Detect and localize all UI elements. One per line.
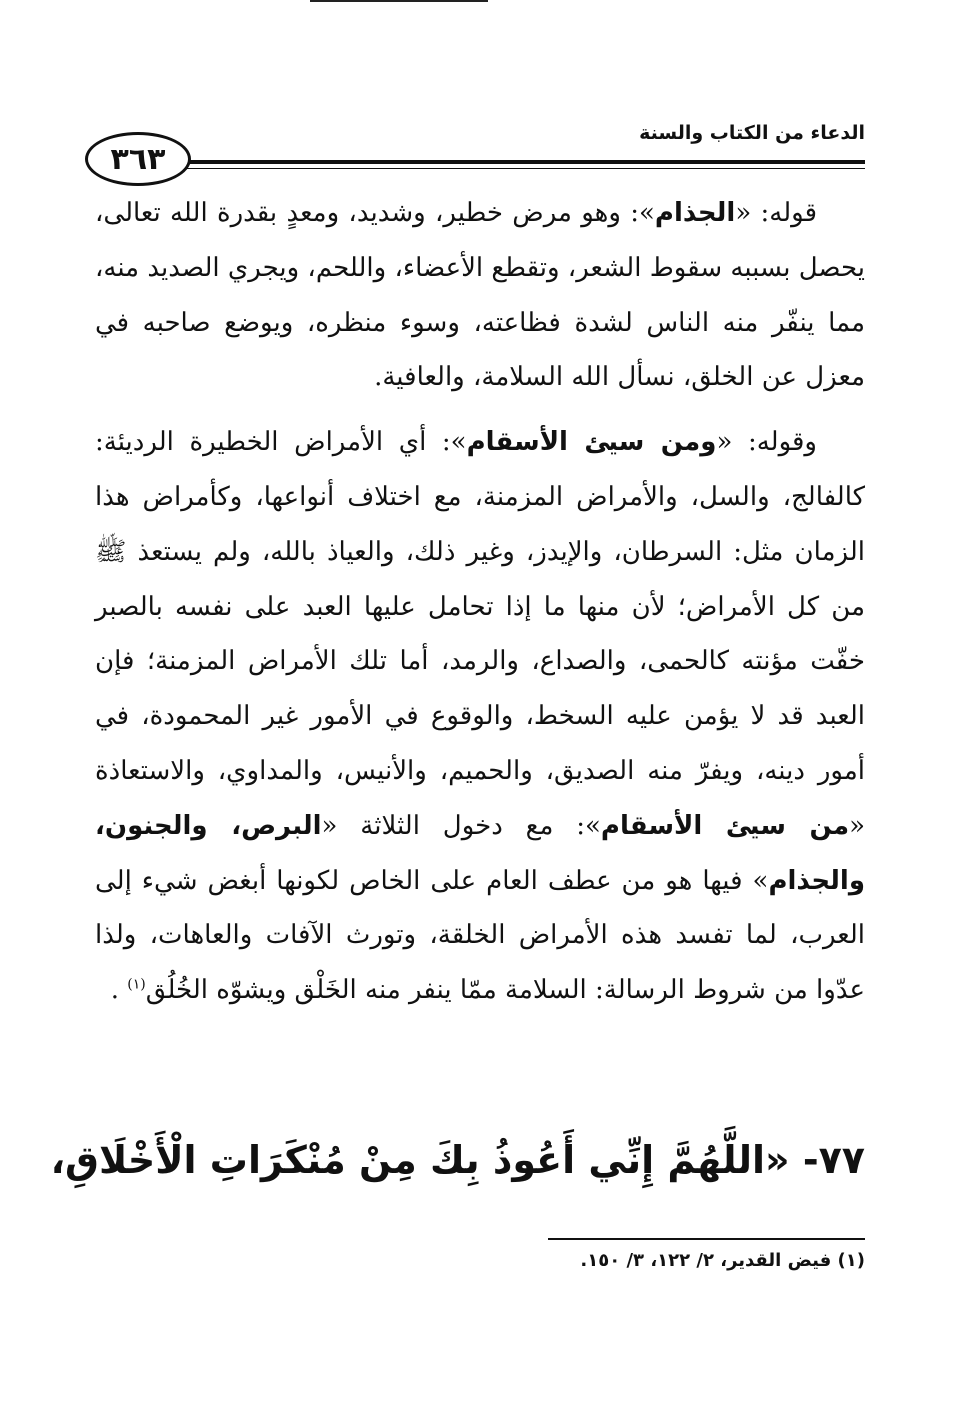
- paragraph-lead: وقوله: «: [716, 427, 817, 458]
- defined-term: ومن سيئ الأسقام: [466, 427, 717, 458]
- page-header: [85, 110, 865, 190]
- paragraph-end: .: [110, 975, 128, 1006]
- supplication-heading: ٧٧- «اللَّهُمَّ إِنِّي أَعُوذُ بِكَ مِنْ مُنْكَرَاتِ الْأَخْلَاقِ،: [50, 1138, 865, 1182]
- main-text: [95, 186, 865, 1018]
- paragraph-bad-diseases: [95, 415, 865, 1018]
- header-rule: [181, 160, 865, 164]
- header-rule-thin: [181, 168, 865, 169]
- paragraph-body: » فيها هو من عطف العام على الخاص لكونها أبغض شيء إلى العرب، لما تفسد هذه الأمراض الخلقة، وتورث الآفات والعاهات، ولذا عدّوا من شروط الرسالة: السلامة ممّا ينفر منه الخَلْق ويشوّه الخُلُق: [95, 865, 865, 1006]
- page-number: ٣٦٣: [85, 132, 191, 186]
- paragraph-body: »: مع دخول الثلاثة «: [321, 810, 601, 841]
- top-edge-rule: [310, 0, 488, 2]
- paragraph-body: »: وهو مرض خطير، وشديد، ومعدٍ بقدرة الله تعالى، يحصل بسببه سقوط الشعر، وتقطع الأعضاء، واللحم، ويجري الصديد منه، مما ينفّر منه الناس لشدة فظاعته، وسوء منظره، ويوضع صاحبه في معزل عن الخلق، نسأل الله السلامة، والعافية.: [95, 198, 865, 393]
- quoted-term: من سيئ الأسقام: [600, 810, 850, 841]
- footnote: (١) فيض القدير، ٢/ ١٢٢، ٣/ ١٥٠.: [580, 1250, 865, 1271]
- defined-term: الجذام: [654, 198, 736, 228]
- paragraph-leprosy: [95, 186, 865, 405]
- paragraph-lead: قوله: «: [735, 198, 818, 228]
- footnote-reference: (١): [127, 976, 146, 993]
- paragraph-body: »: أي الأمراض الخطيرة الرديئة: كالفالج، والسل، والأمراض المزمنة، مع اختلاف أنواعها، وكأمراض هذا الزمان مثل: السرطان، والإيدز، وغير ذلك، والعياذ بالله، ولم يستعذ ﷺ من كل الأمراض؛ لأن منها ما إذا تحامل عليها العبد على نفسه بالصبر خفّت مؤنته كالحمى، والصداع، والرمد، أما تلك الأمراض المزمنة؛ فإن العبد قد لا يؤمن عليه السخط، والوقوع في الأمور غير المحمودة، في أمور دينه، ويفرّ منه الصديق، والحميم، والأنيس، والمداوي، والاستعاذة «: [95, 427, 865, 841]
- footnote-rule: [548, 1238, 865, 1240]
- running-title: الدعاء من الكتاب والسنة: [639, 122, 865, 144]
- quoted-term: البرص، والجنون، والجذام: [95, 810, 865, 896]
